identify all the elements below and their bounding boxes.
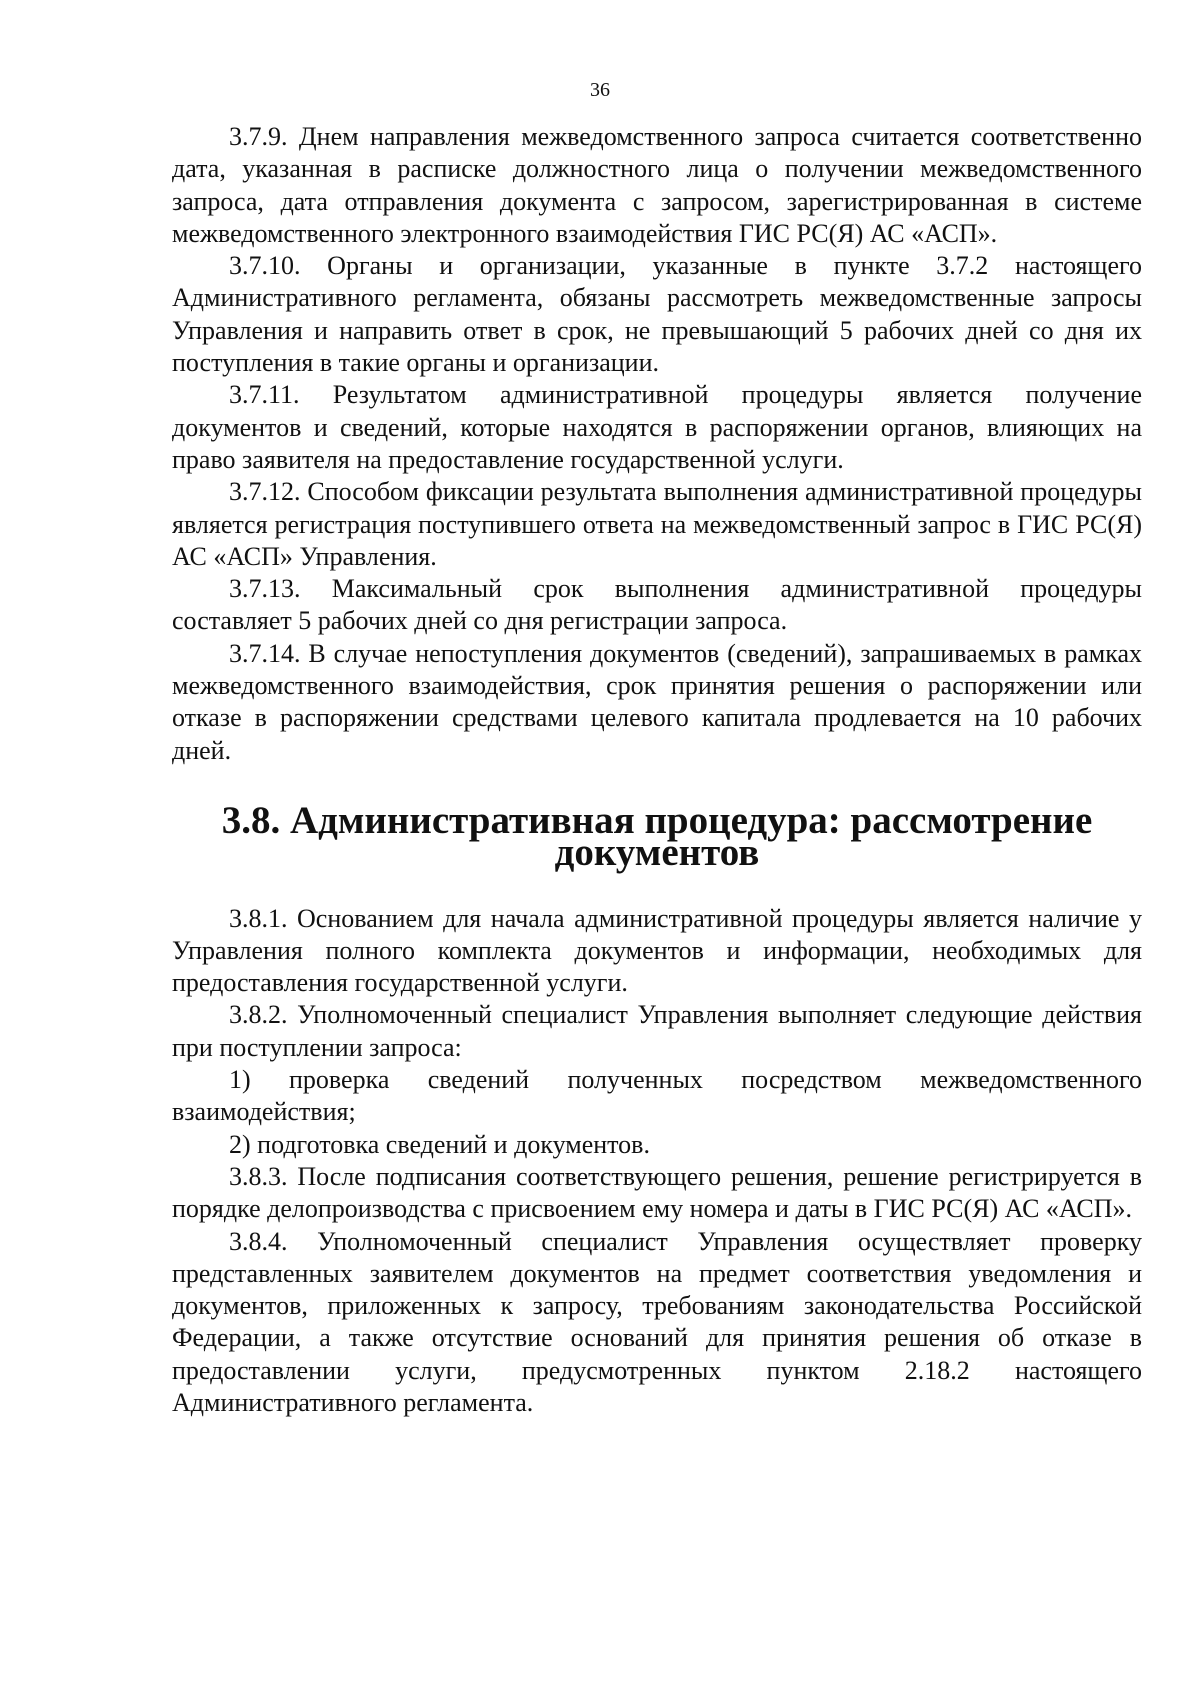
document-body: [172, 121, 1142, 1419]
paragraph-3-7-9: 3.7.9. Днем направления межведомственного запроса считается соответственно дата, указанная в расписке должностного лица о получении межведомственного запроса, дата отправления документа с запросом, зарегистрированная в системе межведомственного электронного взаимодействия ГИС РС(Я) АС «АСП».: [172, 122, 1142, 248]
section-heading-3-8: 3.8. Административная процедура: рассмотрение документов: [221, 798, 1093, 875]
paragraph-3-8-3: 3.8.3. После подписания соответствующего решения, решение регистрируется в порядке делопроизводства с присвоением ему номера и даты в ГИС РС(Я) АС «АСП».: [172, 1161, 1142, 1224]
list-item-1: 1) проверка сведений полученных посредством межведомственного взаимодействия;: [172, 1065, 1142, 1127]
page-number: 36: [590, 79, 610, 101]
paragraph-3-7-10: 3.7.10. Органы и организации, указанные в пункте 3.7.2 настоящего Административного регламента, обязаны рассмотреть межведомственные запросы Управления и направить ответ в срок, не превышающий 5 рабочих дней со дня их поступления в такие органы и организации.: [172, 251, 1142, 378]
paragraph-3-8-4: 3.8.4. Уполномоченный специалист Управления осуществляет проверку представленных заявителем документов на предмет соответствия уведомления и документов, приложенных к запросу, требованиям законодательства Российской Федерации, а также отсутствие оснований для принятия решения об отказе в предоставлении услуги, предусмотренных пунктом 2.18.2 настоящего Административного регламента.: [172, 1226, 1142, 1417]
paragraph-3-7-13: 3.7.13. Максимальный срок выполнения административной процедуры составляет 5 рабочих дней со дня регистрации запроса.: [172, 574, 1142, 636]
paragraph-3-7-11: 3.7.11. Результатом административной процедуры является получение документов и сведений, которые находятся в распоряжении органов, влияющих на право заявителя на предоставление государственной услуги.: [172, 380, 1142, 474]
paragraph-3-7-14: 3.7.14. В случае непоступления документов (сведений), запрашиваемых в рамках межведомственного взаимодействия, срок принятия решения о распоряжении или отказе в распоряжении средствами целевого капитала продлевается на 10 рабочих дней.: [172, 638, 1142, 765]
list-item-2: 2) подготовка сведений и документов.: [229, 1129, 650, 1159]
paragraph-3-8-2: 3.8.2. Уполномоченный специалист Управления выполняет следующие действия при поступлении запроса:: [172, 1000, 1142, 1062]
paragraph-3-7-12: 3.7.12. Способом фиксации результата выполнения административной процедуры является регистрация поступившего ответа на межведомственный запрос в ГИС РС(Я) АС «АСП» Управления.: [172, 477, 1142, 571]
paragraph-3-8-1: 3.8.1. Основанием для начала административной процедуры является наличие у Управления полного комплекта документов и информации, необходимых для предоставления государственной услуги.: [172, 903, 1142, 998]
